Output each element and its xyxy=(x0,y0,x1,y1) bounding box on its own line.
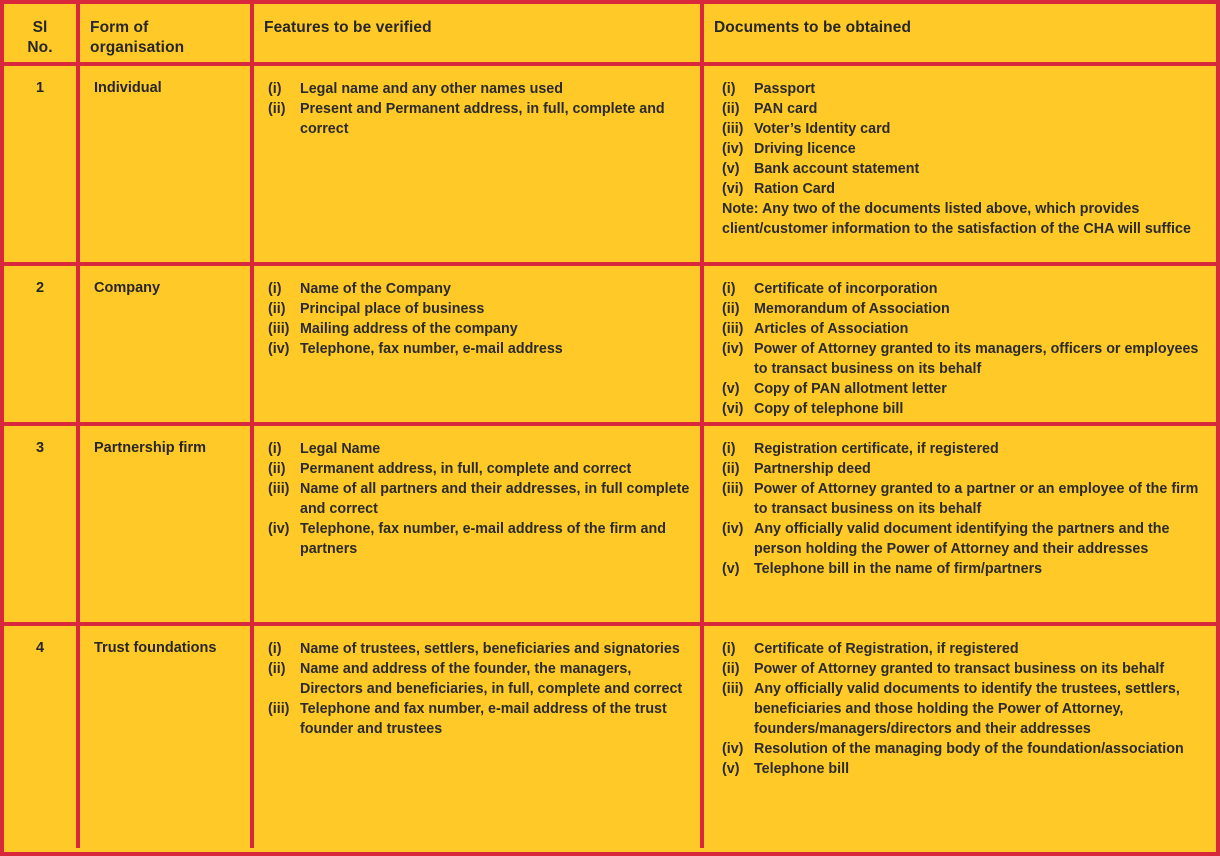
list-item xyxy=(722,679,1206,739)
list-text: Articles of Association xyxy=(754,321,909,338)
list-text: PAN card xyxy=(754,101,818,118)
list-text: Telephone, fax number, e-mail address of the firm and partners xyxy=(300,521,666,558)
row-form-of-organisation: Individual xyxy=(80,66,254,262)
list-item xyxy=(722,339,1206,379)
list-marker: (i) xyxy=(268,281,282,297)
list-marker: (ii) xyxy=(722,301,740,318)
list-marker: (ii) xyxy=(268,461,286,478)
list-text: Copy of PAN allotment letter xyxy=(754,381,947,398)
list-item xyxy=(722,459,1206,479)
documents-list xyxy=(722,79,1206,199)
list-text: Name of the Company xyxy=(300,281,451,297)
list-marker: (v) xyxy=(722,761,740,778)
row-documents xyxy=(704,266,1216,422)
list-text: Ration Card xyxy=(754,181,836,198)
list-text: Copy of telephone bill xyxy=(754,401,904,418)
list-text: Certificate of Registration, if registered xyxy=(754,641,1019,657)
list-item xyxy=(722,279,1206,299)
list-item xyxy=(722,119,1206,139)
list-marker: (iv) xyxy=(722,741,744,758)
list-marker: (iv) xyxy=(722,521,744,538)
list-marker: (ii) xyxy=(722,661,740,678)
row-sl-no: 3 xyxy=(4,426,80,622)
list-text: Legal Name xyxy=(300,441,381,457)
list-item xyxy=(722,639,1206,659)
features-list xyxy=(268,79,690,139)
list-marker: (ii) xyxy=(268,301,286,318)
list-text: Any officially valid documents to identify the trustees, settlers, beneficiaries and those holding the Power of Attorney, founders/managers/directors and their addresses xyxy=(754,681,1180,738)
list-text: Registration certificate, if registered xyxy=(754,441,999,457)
documents-list xyxy=(722,439,1206,579)
row-features xyxy=(254,66,704,262)
header-cell-features: Features to be verified xyxy=(254,4,704,62)
features-list xyxy=(268,279,690,359)
row-features xyxy=(254,426,704,622)
list-item xyxy=(722,659,1206,679)
list-marker: (ii) xyxy=(722,461,740,478)
list-text: Driving licence xyxy=(754,141,856,158)
list-marker: (vi) xyxy=(722,181,744,198)
list-text: Resolution of the managing body of the foundation/association xyxy=(754,741,1184,758)
documents-list xyxy=(722,279,1206,419)
list-marker: (v) xyxy=(722,381,740,398)
list-item xyxy=(268,99,690,139)
list-item xyxy=(722,139,1206,159)
header-sl-no-line1: Sl xyxy=(32,19,48,36)
list-text: Memorandum of Association xyxy=(754,301,950,318)
list-marker: (i) xyxy=(268,441,282,457)
list-item xyxy=(722,179,1206,199)
list-marker: (iii) xyxy=(722,121,744,138)
list-item xyxy=(268,659,690,699)
row-form-of-organisation: Trust foundations xyxy=(80,626,254,848)
row-features xyxy=(254,626,704,848)
list-marker: (iii) xyxy=(268,701,290,718)
list-marker: (iii) xyxy=(268,481,290,498)
list-text: Power of Attorney granted to transact business on its behalf xyxy=(754,661,1165,678)
list-item xyxy=(722,79,1206,99)
list-marker: (ii) xyxy=(268,101,286,118)
list-item xyxy=(722,319,1206,339)
list-marker: (iii) xyxy=(268,321,290,338)
list-text: Passport xyxy=(754,81,816,97)
list-marker: (i) xyxy=(722,441,736,457)
table-row xyxy=(4,266,1216,426)
list-text: Certificate of incorporation xyxy=(754,281,938,297)
list-marker: (iii) xyxy=(722,681,744,698)
row-sl-no: 1 xyxy=(4,66,80,262)
documents-note: Note: Any two of the documents listed above, which provides client/customer information to the satisfaction of the CHA will suffice xyxy=(722,201,1191,238)
list-marker: (iii) xyxy=(722,321,744,338)
documents-list xyxy=(722,639,1206,779)
list-item xyxy=(268,459,690,479)
list-item xyxy=(268,519,690,559)
list-item xyxy=(722,299,1206,319)
list-marker: (iii) xyxy=(722,481,744,498)
row-sl-no: 2 xyxy=(4,266,80,422)
header-form-line1: Form of xyxy=(90,19,149,36)
list-item xyxy=(722,439,1206,459)
table-header-row xyxy=(4,4,1216,66)
list-marker: (v) xyxy=(722,561,740,578)
list-marker: (i) xyxy=(722,81,736,97)
header-cell-documents: Documents to be obtained xyxy=(704,4,1216,62)
list-marker: (ii) xyxy=(268,661,286,678)
list-marker: (vi) xyxy=(722,401,744,418)
table-row xyxy=(4,626,1216,848)
list-item xyxy=(268,339,690,359)
list-item xyxy=(722,559,1206,579)
list-item xyxy=(268,439,690,459)
row-form-of-organisation: Company xyxy=(80,266,254,422)
row-documents xyxy=(704,66,1216,262)
header-cell-sl-no xyxy=(4,4,80,62)
list-item xyxy=(722,159,1206,179)
list-item xyxy=(722,479,1206,519)
row-documents xyxy=(704,626,1216,848)
list-marker: (iv) xyxy=(268,521,290,538)
list-text: Name of trustees, settlers, beneficiaries and signatories xyxy=(300,641,680,657)
table-row xyxy=(4,66,1216,266)
row-form-of-organisation: Partnership firm xyxy=(80,426,254,622)
list-text: Permanent address, in full, complete and correct xyxy=(300,461,632,478)
list-item xyxy=(722,379,1206,399)
list-item xyxy=(268,79,690,99)
list-marker: (iv) xyxy=(268,341,290,358)
list-text: Telephone bill xyxy=(754,761,850,778)
list-item xyxy=(722,739,1206,759)
list-marker: (i) xyxy=(722,281,736,297)
list-text: Legal name and any other names used xyxy=(300,81,563,97)
list-item xyxy=(722,399,1206,419)
list-item xyxy=(268,699,690,739)
list-text: Bank account statement xyxy=(754,161,920,178)
list-item xyxy=(268,279,690,299)
features-list xyxy=(268,639,690,739)
list-item xyxy=(268,639,690,659)
list-text: Telephone bill in the name of firm/partners xyxy=(754,561,1043,578)
header-form-line2: organisation xyxy=(90,39,185,57)
list-item xyxy=(722,759,1206,779)
list-item xyxy=(268,479,690,519)
list-item xyxy=(268,319,690,339)
list-marker: (i) xyxy=(268,641,282,657)
list-marker: (v) xyxy=(722,161,740,178)
list-text: Name and address of the founder, the managers, Directors and beneficiaries, in full, complete and correct xyxy=(300,661,683,698)
features-list xyxy=(268,439,690,559)
list-marker: (i) xyxy=(722,641,736,657)
row-sl-no: 4 xyxy=(4,626,80,848)
list-text: Power of Attorney granted to its managers, officers or employees to transact business on its behalf xyxy=(754,341,1199,378)
list-text: Principal place of business xyxy=(300,301,485,318)
list-marker: (iv) xyxy=(722,341,744,358)
row-features xyxy=(254,266,704,422)
list-text: Present and Permanent address, in full, complete and correct xyxy=(300,101,665,138)
list-text: Power of Attorney granted to a partner or an employee of the firm to transact business on its behalf xyxy=(754,481,1199,518)
table-row xyxy=(4,426,1216,626)
header-sl-no-line2: No. xyxy=(27,39,53,57)
list-text: Telephone, fax number, e-mail address xyxy=(300,341,563,358)
list-text: Any officially valid document identifying the partners and the person holding the Power of Attorney and their addresses xyxy=(754,521,1170,558)
list-text: Mailing address of the company xyxy=(300,321,518,338)
list-marker: (i) xyxy=(268,81,282,97)
list-text: Partnership deed xyxy=(754,461,871,478)
list-text: Name of all partners and their addresses, in full complete and correct xyxy=(300,481,690,518)
header-cell-form-of-organisation xyxy=(80,4,254,62)
list-marker: (iv) xyxy=(722,141,744,158)
list-text: Telephone and fax number, e-mail address of the trust founder and trustees xyxy=(300,701,667,738)
list-item xyxy=(268,299,690,319)
list-item xyxy=(722,99,1206,119)
list-marker: (ii) xyxy=(722,101,740,118)
row-documents xyxy=(704,426,1216,622)
list-item xyxy=(722,519,1206,559)
list-text: Voter’s Identity card xyxy=(754,121,891,138)
